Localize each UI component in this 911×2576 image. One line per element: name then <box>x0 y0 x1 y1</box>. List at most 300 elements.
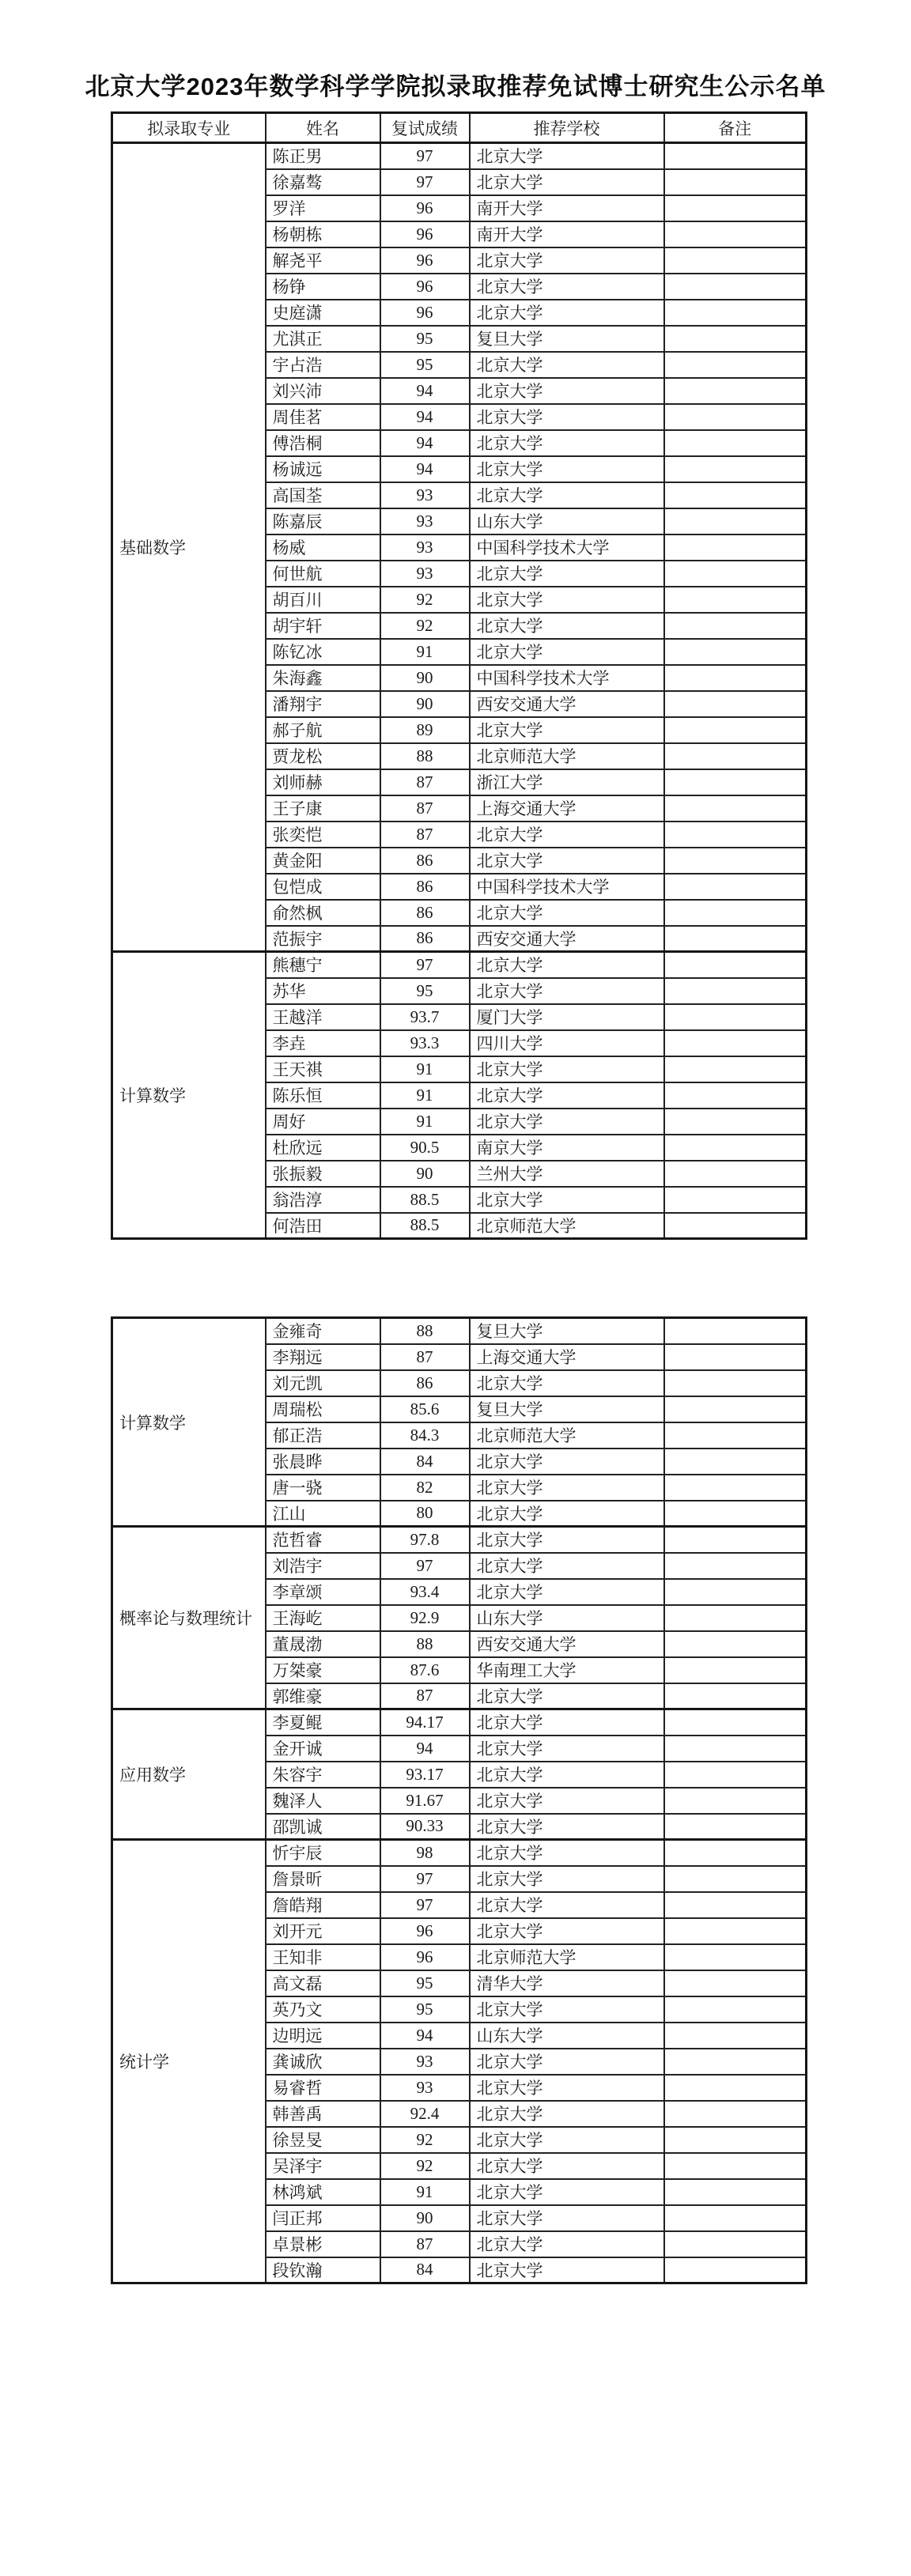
name-cell: 金开诚 <box>266 1736 380 1762</box>
school-cell: 复旦大学 <box>470 1396 664 1422</box>
name-cell: 徐昱旻 <box>266 2127 380 2153</box>
remark-cell <box>664 195 807 221</box>
score-cell: 87 <box>380 1683 470 1709</box>
remark-cell <box>664 1422 807 1449</box>
school-cell: 上海交通大学 <box>470 795 664 822</box>
remark-cell <box>664 1213 807 1239</box>
table-row <box>112 952 807 978</box>
school-cell: 山东大学 <box>470 2023 664 2049</box>
school-cell: 北京大学 <box>470 430 664 456</box>
score-cell: 96 <box>380 195 470 221</box>
name-cell: 王知非 <box>266 1944 380 1970</box>
name-cell: 杨朝栋 <box>266 221 380 247</box>
school-cell: 北京大学 <box>470 1892 664 1918</box>
school-cell: 清华大学 <box>470 1970 664 1996</box>
school-cell: 浙江大学 <box>470 769 664 795</box>
school-cell: 中国科学技术大学 <box>470 874 664 900</box>
roster-table-body <box>112 143 807 1239</box>
page-title: 北京大学2023年数学科学学院拟录取推荐免试博士研究生公示名单 <box>85 73 826 100</box>
remark-cell <box>664 352 807 378</box>
score-cell: 92 <box>380 587 470 613</box>
remark-cell <box>664 2257 807 2283</box>
score-cell: 94 <box>380 1736 470 1762</box>
table-row <box>112 143 807 169</box>
roster-table-body <box>112 1318 807 2283</box>
school-cell: 北京大学 <box>470 378 664 404</box>
name-cell: 詹皓翔 <box>266 1892 380 1918</box>
score-cell: 91 <box>380 1109 470 1135</box>
school-cell: 北京大学 <box>470 1788 664 1814</box>
name-cell: 何浩田 <box>266 1213 380 1239</box>
remark-cell <box>664 743 807 769</box>
school-cell: 北京大学 <box>470 1475 664 1501</box>
score-cell: 88 <box>380 1631 470 1657</box>
name-cell: 邵凯诚 <box>266 1814 380 1840</box>
remark-cell <box>664 1135 807 1161</box>
school-cell: 北京大学 <box>470 1866 664 1892</box>
remark-cell <box>664 639 807 665</box>
school-cell: 北京师范大学 <box>470 743 664 769</box>
score-cell: 93 <box>380 2075 470 2101</box>
school-cell: 北京大学 <box>470 2127 664 2153</box>
remark-cell <box>664 300 807 326</box>
school-cell: 北京大学 <box>470 639 664 665</box>
score-cell: 91 <box>380 1056 470 1082</box>
name-cell: 忻宇辰 <box>266 1840 380 1866</box>
school-cell: 北京大学 <box>470 2257 664 2283</box>
school-cell: 北京大学 <box>470 2101 664 2127</box>
score-cell: 93 <box>380 534 470 561</box>
remark-cell <box>664 1318 807 1344</box>
school-cell: 北京师范大学 <box>470 1422 664 1449</box>
name-cell: 陈钇冰 <box>266 639 380 665</box>
school-cell: 南开大学 <box>470 221 664 247</box>
name-cell: 翁浩淳 <box>266 1187 380 1213</box>
name-cell: 唐一骁 <box>266 1475 380 1501</box>
score-cell: 94 <box>380 404 470 430</box>
name-cell: 边明远 <box>266 2023 380 2049</box>
score-cell: 87 <box>380 769 470 795</box>
name-cell: 胡百川 <box>266 587 380 613</box>
school-cell: 中国科学技术大学 <box>470 534 664 561</box>
name-cell: 王越洋 <box>266 1004 380 1030</box>
remark-cell <box>664 1605 807 1631</box>
name-cell: 金雍奇 <box>266 1318 380 1344</box>
name-cell: 俞然枫 <box>266 900 380 926</box>
school-cell: 北京大学 <box>470 1082 664 1109</box>
remark-cell <box>664 1683 807 1709</box>
remark-cell <box>664 143 807 169</box>
school-cell: 北京大学 <box>470 1579 664 1605</box>
score-cell: 94 <box>380 2023 470 2049</box>
column-header-score: 复试成绩 <box>380 113 470 143</box>
score-cell: 86 <box>380 926 470 952</box>
score-cell: 96 <box>380 1918 470 1944</box>
score-cell: 96 <box>380 300 470 326</box>
school-cell: 北京大学 <box>470 1527 664 1553</box>
remark-cell <box>664 169 807 195</box>
name-cell: 林鸿斌 <box>266 2179 380 2205</box>
name-cell: 史庭潇 <box>266 300 380 326</box>
score-cell: 97 <box>380 169 470 195</box>
remark-cell <box>664 482 807 508</box>
remark-cell <box>664 2101 807 2127</box>
name-cell: 刘师赫 <box>266 769 380 795</box>
score-cell: 90 <box>380 2205 470 2231</box>
score-cell: 97 <box>380 952 470 978</box>
remark-cell <box>664 404 807 430</box>
school-cell: 北京大学 <box>470 1814 664 1840</box>
score-cell: 84 <box>380 1449 470 1475</box>
name-cell: 闫正邦 <box>266 2205 380 2231</box>
name-cell: 张奕恺 <box>266 822 380 848</box>
remark-cell <box>664 1709 807 1736</box>
school-cell: 北京大学 <box>470 2075 664 2101</box>
remark-cell <box>664 952 807 978</box>
school-cell: 北京大学 <box>470 900 664 926</box>
school-cell: 北京大学 <box>470 587 664 613</box>
school-cell: 北京大学 <box>470 1501 664 1527</box>
major-cell: 应用数学 <box>112 1709 266 1840</box>
remark-cell <box>664 1187 807 1213</box>
school-cell: 北京大学 <box>470 300 664 326</box>
remark-cell <box>664 1892 807 1918</box>
score-cell: 82 <box>380 1475 470 1501</box>
name-cell: 范振宇 <box>266 926 380 952</box>
remark-cell <box>664 2179 807 2205</box>
name-cell: 张振毅 <box>266 1161 380 1187</box>
score-cell: 88 <box>380 1318 470 1344</box>
school-cell: 北京大学 <box>470 1553 664 1579</box>
name-cell: 李夏鲲 <box>266 1709 380 1736</box>
score-cell: 94 <box>380 456 470 482</box>
school-cell: 复旦大学 <box>470 326 664 352</box>
name-cell: 江山 <box>266 1501 380 1527</box>
score-cell: 84 <box>380 2257 470 2283</box>
score-cell: 92.4 <box>380 2101 470 2127</box>
remark-cell <box>664 1082 807 1109</box>
school-cell: 北京大学 <box>470 1736 664 1762</box>
remark-cell <box>664 326 807 352</box>
name-cell: 解尧平 <box>266 247 380 274</box>
school-cell: 中国科学技术大学 <box>470 665 664 691</box>
score-cell: 90 <box>380 691 470 717</box>
school-cell: 北京大学 <box>470 1187 664 1213</box>
score-cell: 91 <box>380 639 470 665</box>
school-cell: 北京大学 <box>470 143 664 169</box>
score-cell: 93 <box>380 482 470 508</box>
table-row <box>112 1709 807 1736</box>
school-cell: 北京大学 <box>470 1370 664 1396</box>
score-cell: 86 <box>380 848 470 874</box>
name-cell: 吴泽宇 <box>266 2153 380 2179</box>
remark-cell <box>664 717 807 743</box>
name-cell: 胡宇轩 <box>266 613 380 639</box>
name-cell: 陈嘉辰 <box>266 508 380 534</box>
school-cell: 北京大学 <box>470 1109 664 1135</box>
score-cell: 96 <box>380 221 470 247</box>
remark-cell <box>664 1344 807 1370</box>
remark-cell <box>664 1501 807 1527</box>
name-cell: 罗洋 <box>266 195 380 221</box>
school-cell: 北京大学 <box>470 613 664 639</box>
roster-table-page1 <box>111 111 807 1240</box>
school-cell: 北京大学 <box>470 822 664 848</box>
roster-table-header <box>112 113 807 143</box>
remark-cell <box>664 1762 807 1788</box>
name-cell: 杨铮 <box>266 274 380 300</box>
score-cell: 92.9 <box>380 1605 470 1631</box>
school-cell: 北京大学 <box>470 1762 664 1788</box>
remark-cell <box>664 247 807 274</box>
score-cell: 91 <box>380 1082 470 1109</box>
name-cell: 韩善禹 <box>266 2101 380 2127</box>
remark-cell <box>664 874 807 900</box>
school-cell: 厦门大学 <box>470 1004 664 1030</box>
school-cell: 北京大学 <box>470 482 664 508</box>
name-cell: 魏泽人 <box>266 1788 380 1814</box>
score-cell: 86 <box>380 900 470 926</box>
score-cell: 91 <box>380 2179 470 2205</box>
name-cell: 朱海鑫 <box>266 665 380 691</box>
score-cell: 88.5 <box>380 1213 470 1239</box>
remark-cell <box>664 691 807 717</box>
name-cell: 尤淇正 <box>266 326 380 352</box>
score-cell: 88 <box>380 743 470 769</box>
remark-cell <box>664 221 807 247</box>
major-cell: 基础数学 <box>112 143 266 952</box>
score-cell: 80 <box>380 1501 470 1527</box>
name-cell: 董晟渤 <box>266 1631 380 1657</box>
score-cell: 98 <box>380 1840 470 1866</box>
score-cell: 97 <box>380 1866 470 1892</box>
name-cell: 杨诚远 <box>266 456 380 482</box>
score-cell: 92 <box>380 2127 470 2153</box>
school-cell: 南京大学 <box>470 1135 664 1161</box>
remark-cell <box>664 1736 807 1762</box>
score-cell: 87.6 <box>380 1657 470 1683</box>
remark-cell <box>664 430 807 456</box>
remark-cell <box>664 2205 807 2231</box>
score-cell: 86 <box>380 874 470 900</box>
name-cell: 傅浩桐 <box>266 430 380 456</box>
remark-cell <box>664 1866 807 1892</box>
score-cell: 97 <box>380 1892 470 1918</box>
remark-cell <box>664 1004 807 1030</box>
remark-cell <box>664 2049 807 2075</box>
score-cell: 95 <box>380 978 470 1004</box>
remark-cell <box>664 795 807 822</box>
major-cell: 概率论与数理统计 <box>112 1527 266 1709</box>
school-cell: 山东大学 <box>470 508 664 534</box>
school-cell: 兰州大学 <box>470 1161 664 1187</box>
name-cell: 刘元凯 <box>266 1370 380 1396</box>
major-cell: 统计学 <box>112 1840 266 2283</box>
name-cell: 陈正男 <box>266 143 380 169</box>
remark-cell <box>664 1944 807 1970</box>
remark-cell <box>664 587 807 613</box>
score-cell: 87 <box>380 822 470 848</box>
school-cell: 北京大学 <box>470 1996 664 2023</box>
remark-cell <box>664 769 807 795</box>
name-cell: 王子康 <box>266 795 380 822</box>
school-cell: 北京大学 <box>470 169 664 195</box>
name-cell: 朱容宇 <box>266 1762 380 1788</box>
major-cell: 计算数学 <box>112 952 266 1239</box>
name-cell: 刘浩宇 <box>266 1553 380 1579</box>
score-cell: 93.7 <box>380 1004 470 1030</box>
name-cell: 段钦瀚 <box>266 2257 380 2283</box>
remark-cell <box>664 900 807 926</box>
school-cell: 北京大学 <box>470 952 664 978</box>
roster-table-page2 <box>111 1316 807 2284</box>
school-cell: 北京大学 <box>470 978 664 1004</box>
remark-cell <box>664 2153 807 2179</box>
table-row <box>112 1318 807 1344</box>
remark-cell <box>664 1553 807 1579</box>
name-cell: 郭维豪 <box>266 1683 380 1709</box>
school-cell: 北京大学 <box>470 1683 664 1709</box>
score-cell: 93 <box>380 561 470 587</box>
name-cell: 刘开元 <box>266 1918 380 1944</box>
score-cell: 96 <box>380 1944 470 1970</box>
score-cell: 95 <box>380 352 470 378</box>
name-cell: 高文磊 <box>266 1970 380 1996</box>
score-cell: 93.17 <box>380 1762 470 1788</box>
remark-cell <box>664 1030 807 1056</box>
score-cell: 95 <box>380 1996 470 2023</box>
name-cell: 苏华 <box>266 978 380 1004</box>
school-cell: 北京大学 <box>470 1918 664 1944</box>
remark-cell <box>664 1449 807 1475</box>
score-cell: 93.4 <box>380 1579 470 1605</box>
remark-cell <box>664 378 807 404</box>
remark-cell <box>664 1631 807 1657</box>
table-row <box>112 1840 807 1866</box>
table-row <box>112 1527 807 1553</box>
school-cell: 北京大学 <box>470 2231 664 2257</box>
column-header-major: 拟录取专业 <box>112 113 266 143</box>
score-cell: 94 <box>380 378 470 404</box>
remark-cell <box>664 613 807 639</box>
name-cell: 郝子航 <box>266 717 380 743</box>
score-cell: 97 <box>380 143 470 169</box>
remark-cell <box>664 2231 807 2257</box>
school-cell: 北京大学 <box>470 352 664 378</box>
remark-cell <box>664 1056 807 1082</box>
school-cell: 西安交通大学 <box>470 1631 664 1657</box>
score-cell: 92 <box>380 613 470 639</box>
name-cell: 潘翔宇 <box>266 691 380 717</box>
school-cell: 山东大学 <box>470 1605 664 1631</box>
score-cell: 97.8 <box>380 1527 470 1553</box>
score-cell: 96 <box>380 274 470 300</box>
school-cell: 南开大学 <box>470 195 664 221</box>
school-cell: 北京师范大学 <box>470 1213 664 1239</box>
score-cell: 85.6 <box>380 1396 470 1422</box>
name-cell: 陈乐恒 <box>266 1082 380 1109</box>
remark-cell <box>664 2127 807 2153</box>
remark-cell <box>664 456 807 482</box>
name-cell: 何世航 <box>266 561 380 587</box>
school-cell: 北京大学 <box>470 717 664 743</box>
remark-cell <box>664 1996 807 2023</box>
name-cell: 刘兴沛 <box>266 378 380 404</box>
school-cell: 北京大学 <box>470 1709 664 1736</box>
remark-cell <box>664 1814 807 1840</box>
remark-cell <box>664 926 807 952</box>
remark-cell <box>664 1370 807 1396</box>
remark-cell <box>664 2023 807 2049</box>
remark-cell <box>664 822 807 848</box>
column-header-remark: 备注 <box>664 113 807 143</box>
remark-cell <box>664 274 807 300</box>
school-cell: 北京大学 <box>470 561 664 587</box>
score-cell: 90.33 <box>380 1814 470 1840</box>
name-cell: 龚诚欣 <box>266 2049 380 2075</box>
name-cell: 万桀豪 <box>266 1657 380 1683</box>
score-cell: 94.17 <box>380 1709 470 1736</box>
name-cell: 徐嘉骜 <box>266 169 380 195</box>
name-cell: 熊穗宁 <box>266 952 380 978</box>
name-cell: 王天祺 <box>266 1056 380 1082</box>
name-cell: 李垚 <box>266 1030 380 1056</box>
remark-cell <box>664 1475 807 1501</box>
score-cell: 91.67 <box>380 1788 470 1814</box>
school-cell: 北京大学 <box>470 404 664 430</box>
school-cell: 上海交通大学 <box>470 1344 664 1370</box>
school-cell: 北京大学 <box>470 1056 664 1082</box>
remark-cell <box>664 1396 807 1422</box>
name-cell: 周佳茗 <box>266 404 380 430</box>
name-cell: 郁正浩 <box>266 1422 380 1449</box>
name-cell: 包恺成 <box>266 874 380 900</box>
score-cell: 90.5 <box>380 1135 470 1161</box>
score-cell: 86 <box>380 1370 470 1396</box>
remark-cell <box>664 1109 807 1135</box>
remark-cell <box>664 2075 807 2101</box>
remark-cell <box>664 848 807 874</box>
remark-cell <box>664 508 807 534</box>
score-cell: 87 <box>380 1344 470 1370</box>
school-cell: 复旦大学 <box>470 1318 664 1344</box>
name-cell: 黄金阳 <box>266 848 380 874</box>
score-cell: 90 <box>380 665 470 691</box>
name-cell: 詹景昕 <box>266 1866 380 1892</box>
score-cell: 87 <box>380 2231 470 2257</box>
remark-cell <box>664 561 807 587</box>
remark-cell <box>664 1579 807 1605</box>
school-cell: 西安交通大学 <box>470 926 664 952</box>
remark-cell <box>664 1161 807 1187</box>
remark-cell <box>664 978 807 1004</box>
name-cell: 易睿哲 <box>266 2075 380 2101</box>
remark-cell <box>664 1527 807 1553</box>
school-cell: 北京大学 <box>470 2205 664 2231</box>
school-cell: 北京大学 <box>470 1840 664 1866</box>
remark-cell <box>664 1918 807 1944</box>
school-cell: 北京大学 <box>470 2049 664 2075</box>
school-cell: 北京师范大学 <box>470 1944 664 1970</box>
name-cell: 卓景彬 <box>266 2231 380 2257</box>
school-cell: 北京大学 <box>470 848 664 874</box>
school-cell: 四川大学 <box>470 1030 664 1056</box>
remark-cell <box>664 534 807 561</box>
major-cell: 计算数学 <box>112 1318 266 1527</box>
name-cell: 英乃文 <box>266 1996 380 2023</box>
score-cell: 93 <box>380 508 470 534</box>
score-cell: 92 <box>380 2153 470 2179</box>
